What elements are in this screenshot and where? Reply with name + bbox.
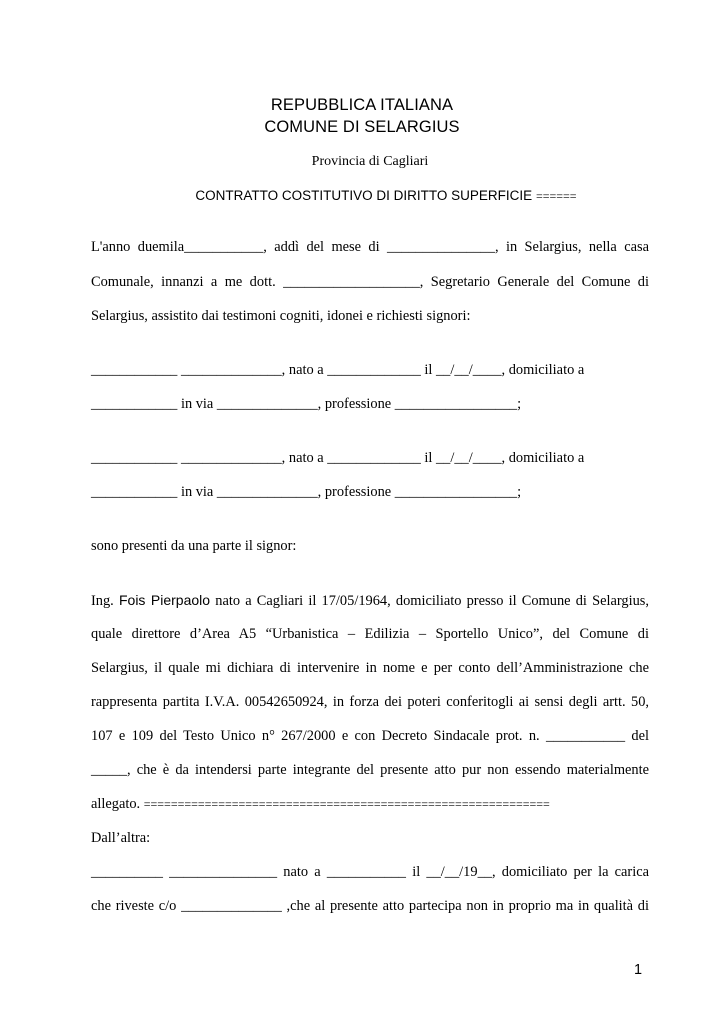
party-1-name: Fois Pierpaolo [118,592,211,608]
contract-title-text: CONTRATTO COSTITUTIVO DI DIRITTO SUPERFICIE [195,188,533,203]
witness-1-line-2: ____________ in via ______________, professione _________________; [91,396,522,412]
body-line-parties: sono presenti da una parte il signor: [91,538,297,554]
party-1-line-2: quale direttore d’Area A5 “Urbanistica – Edilizia – Sportello Unico”, del Comune di [91,626,649,642]
contract-title-rule: ====== [535,189,577,203]
party-1-line-4: rappresenta partita I.V.A. 00542650924, in forza dei poteri conferitogli ai sensi degli artt. 50, [91,694,649,710]
party-1-details: nato a Cagliari il 17/05/1964, domiciliato presso il Comune di Selargius, [210,593,649,609]
witness-2-line-2: ____________ in via ______________, professione _________________; [91,484,522,500]
party-2-line-1: __________ _______________ nato a ___________ il __/__/19__, domiciliato per la carica [91,864,649,880]
contract-title [0,188,724,204]
page-number: 1 [634,962,643,978]
party-2-line-2: che riveste c/o ______________ ,che al presente atto partecipa non in proprio ma in qualità di [91,898,649,914]
party-1-line-6: _____, che è da intendersi parte integrante del presente atto pur non essendo materialmente [91,762,649,778]
witness-2-line-1: ____________ ______________, nato a _____________ il __/__/____, domiciliato a [91,450,585,466]
header-comune: COMUNE DI SELARGIUS [264,118,460,136]
party-1-title: Ing. [91,593,119,609]
party-1-line-5: 107 e 109 del Testo Unico n° 267/2000 e con Decreto Sindacale prot. n. ___________ del [91,728,649,744]
party-1-line-7 [91,795,649,813]
other-party-heading: Dall’altra: [91,830,151,846]
header-province: Provincia di Cagliari [311,154,429,169]
header-republic: REPUBBLICA ITALIANA [270,96,454,114]
party-1-line-1 [91,591,649,610]
party-1-allegato: allegato. [91,796,144,812]
witness-1-line-1: ____________ ______________, nato a _____________ il __/__/____, domiciliato a [91,362,585,378]
separator-rule: ============================================================ [143,797,550,811]
party-1-line-3: Selargius, il quale mi dichiara di intervenire in nome e per conto dell’Amministrazione che [91,660,649,676]
body-line-3: Selargius, assistito dai testimoni cogniti, idonei e richiesti signori: [91,308,471,324]
body-line-1: L'anno duemila___________, addì del mese di _______________, in Selargius, nella casa [91,239,649,255]
body-line-2: Comunale, innanzi a me dott. ___________________, Segretario Generale del Comune di [91,274,649,290]
